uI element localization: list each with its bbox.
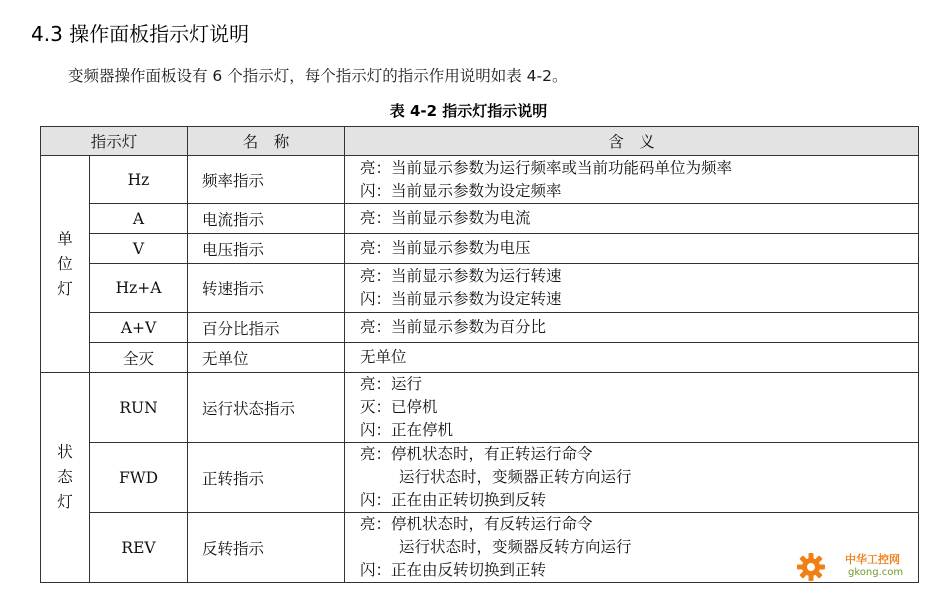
table-row (41, 234, 919, 264)
indicator-cell: REV (90, 513, 188, 583)
table-row (41, 204, 919, 234)
indicator-table (40, 126, 919, 583)
name-cell: 频率指示 (188, 156, 345, 204)
header-name: 名 称 (188, 127, 345, 156)
meaning-cell: 亮：当前显示参数为百分比 (345, 313, 919, 343)
name-cell: 电流指示 (188, 204, 345, 234)
group-label-unit: 单 位 灯 (41, 156, 90, 373)
table-row (41, 264, 919, 313)
meaning-cell: 亮：当前显示参数为电流 (345, 204, 919, 234)
header-indicator: 指示灯 (41, 127, 188, 156)
intro-paragraph: 变频器操作面板设有 6 个指示灯，每个指示灯的指示作用说明如表 4-2。 (68, 67, 568, 85)
meaning-cell: 无单位 (345, 343, 919, 373)
indicator-cell: FWD (90, 443, 188, 513)
name-cell: 反转指示 (188, 513, 345, 583)
table-row (41, 313, 919, 343)
meaning-cell: 亮：当前显示参数为运行频率或当前功能码单位为频率 闪：当前显示参数为设定频率 (345, 156, 919, 204)
table-row (41, 513, 919, 583)
watermark-brand: 中华工控网 (845, 553, 900, 566)
header-meaning: 含 义 (345, 127, 919, 156)
table-row (41, 343, 919, 373)
name-cell: 电压指示 (188, 234, 345, 264)
name-cell: 运行状态指示 (188, 373, 345, 443)
indicator-cell: 全灭 (90, 343, 188, 373)
indicator-cell: RUN (90, 373, 188, 443)
name-cell: 百分比指示 (188, 313, 345, 343)
name-cell: 无单位 (188, 343, 345, 373)
watermark-url: gkong.com (848, 567, 904, 578)
table-header-row (41, 127, 919, 156)
group-label-status: 状 态 灯 (41, 373, 90, 583)
gear-icon (795, 551, 827, 583)
table-row (41, 373, 919, 443)
indicator-cell: Hz+A (90, 264, 188, 313)
table-caption: 表 4-2 指示灯指示说明 (389, 102, 548, 120)
meaning-cell: 亮：停机状态时，有正转运行命令 运行状态时，变频器正转方向运行 闪：正在由正转切换到反转 (345, 443, 919, 513)
name-cell: 转速指示 (188, 264, 345, 313)
table-row (41, 156, 919, 204)
indicator-cell: V (90, 234, 188, 264)
meaning-cell: 亮：当前显示参数为电压 (345, 234, 919, 264)
name-cell: 正转指示 (188, 443, 345, 513)
meaning-cell: 亮：停机状态时，有反转运行命令 运行状态时，变频器反转方向运行 闪：正在由反转切换到正转 (345, 513, 919, 583)
indicator-cell: A (90, 204, 188, 234)
indicator-cell: Hz (90, 156, 188, 204)
meaning-cell: 亮：运行 灭：已停机 闪：正在停机 (345, 373, 919, 443)
table-row (41, 443, 919, 513)
section-heading: 4.3 操作面板指示灯说明 (31, 22, 250, 46)
indicator-cell: A+V (90, 313, 188, 343)
watermark-logo (793, 549, 923, 585)
meaning-cell: 亮：当前显示参数为运行转速 闪：当前显示参数为设定转速 (345, 264, 919, 313)
